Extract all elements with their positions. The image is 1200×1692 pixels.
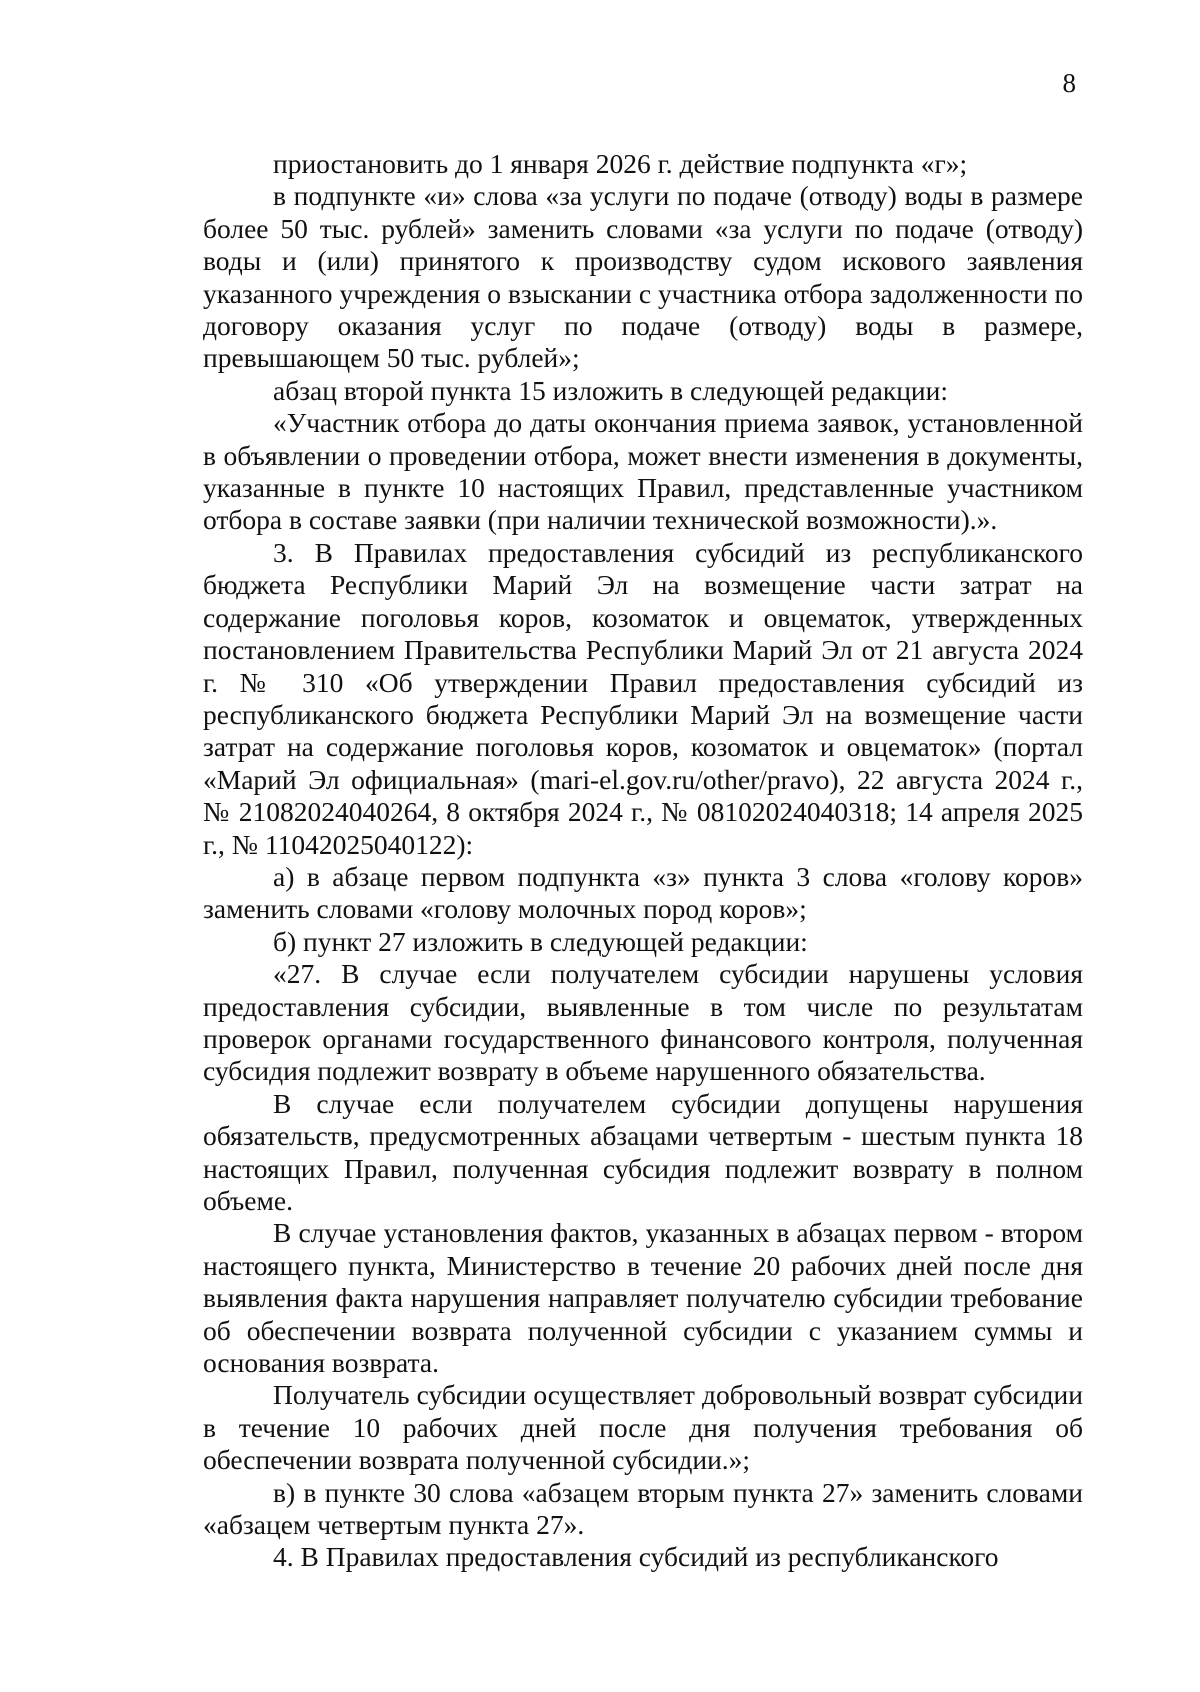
paragraph-item-27-part-4: Получатель субсидии осуществляет добровольный возврат субсидии в течение 10 рабочих дней после дня получения требования об обеспечении возврата полученной субсидии.»; [203,1379,1083,1476]
paragraph-item-15-intro: абзац второй пункта 15 изложить в следующей редакции: [273,374,948,406]
paragraph-item-15-new-text: «Участник отбора до даты окончания приема заявок, установленной в объявлении о проведении отбора, может внести изменения в документы, указанные в пункте 10 настоящих Правил, представленные участником отбора в составе заявки (при наличии технической возможности).». [203,407,1083,536]
paragraph-item-27-part-3: В случае установления фактов, указанных в абзацах первом - втором настоящего пункта, Министерство в течение 20 рабочих дней после дня выявления факта нарушения направляет получателю субсидии требование об обеспечении возврата полученной субсидии с указанием суммы и основания возврата. [203,1217,1083,1379]
paragraph-subitem-b: б) пункт 27 изложить в следующей редакции: [273,925,808,957]
paragraph-subparagraph-i-amendment: в подпункте «и» слова «за услуги по подаче (отводу) воды в размере более 50 тыс. рублей» заменить словами «за услуги по подаче (отводу) воды и (или) принятого к производству судом искового заявления указанного учреждения о взыскании с участника отбора задолженности по договору оказания услуг по подаче (отводу) воды в размере, превышающем 50 тыс. рублей»; [203,180,1083,374]
paragraph-subitem-v: в) в пункте 30 слова «абзацем вторым пункта 27» заменить словами «абзацем четвертым пункта 27». [203,1476,1083,1541]
page-number: 8 [1062,68,1076,98]
paragraph-section-3: 3. В Правилах предоставления субсидий из республиканского бюджета Республики Марий Эл на возмещение части затрат на содержание поголовья коров, козоматок и овцематок, утвержденных постановлением Правительства Республики Марий Эл от 21 августа 2024 г. № 310 «Об утверждении Правил предоставления субсидий из республиканского бюджета Республики Марий Эл на возмещение части затрат на содержание поголовья коров, козоматок и овцематок» (портал «Марий Эл официальная» (mari-el.gov.ru/other/pravo), 22 августа 2024 г., № 21082024040264, 8 октября 2024 г., № 08102024040318; 14 апреля 2025 г., № 11042025040122): [203,536,1083,860]
paragraph-section-4: 4. В Правилах предоставления субсидий из республиканского [273,1541,999,1573]
paragraph-suspend-subparagraph-g: приостановить до 1 января 2026 г. действие подпункта «г»; [273,148,968,179]
paragraph-item-27-part-1: «27. В случае если получателем субсидии нарушены условия предоставления субсидии, выявленные в том числе по результатам проверок органами государственного финансового контроля, полученная субсидия подлежит возврату в объеме нарушенного обязательства. [203,958,1083,1087]
paragraph-subitem-a: а) в абзаце первом подпункта «з» пункта 3 слова «голову коров» заменить словами «голову молочных пород коров»; [203,860,1083,925]
paragraph-item-27-part-2: В случае если получателем субсидии допущены нарушения обязательств, предусмотренных абзацами четвертым - шестым пункта 18 настоящих Правил, полученная субсидия подлежит возврату в полном объеме. [203,1087,1083,1216]
document-body [203,148,1083,1574]
